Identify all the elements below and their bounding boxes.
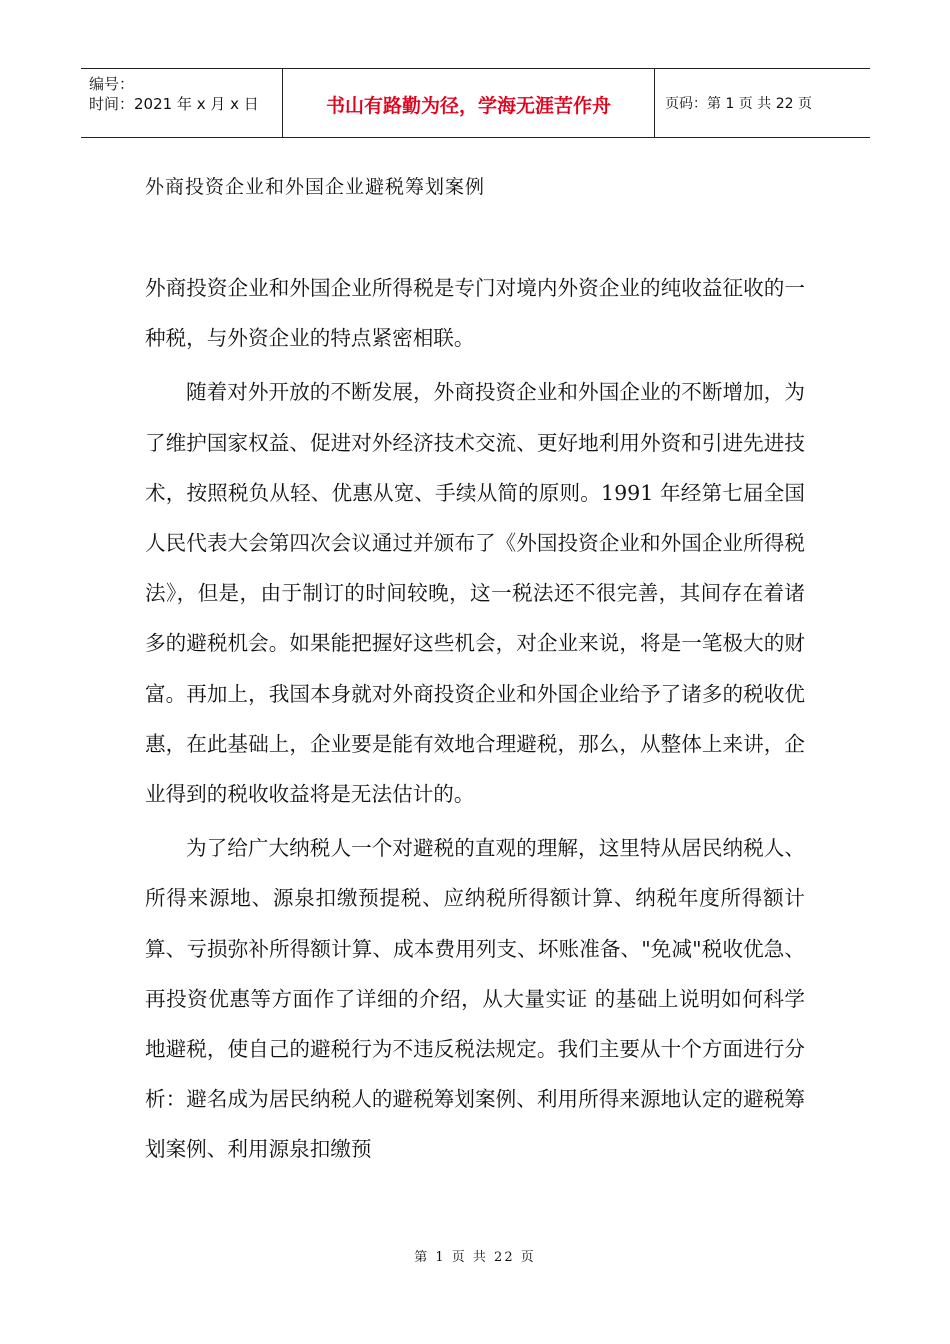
paragraph: 随着对外开放的不断发展，外商投资企业和外国企业的不断增加，为了维护国家权益、促进对外经济技术交流、更好地利用外资和引进先进技术，按照税负从轻、优惠从宽、手续从简的原则。1991 年经第七届全国人民代表大会第四次会议通过并颁布了《外国投资企业和外国企业所得税法》，但是，由于制订的时间较晚，这一税法还不很完善，其间存在着诸多的避税机会。如果能把握好这些机会，对企业来说，将是一笔极大的财富。再加上，我国本身就对外商投资企业和外国企业给予了诸多的税收优惠，在此基础上，企业要是能有效地合理避税，那么，从整体上来讲，企业得到的税收收益将是无法估计的。 — [145, 380, 805, 807]
date-label: 时间：2021 年 x 月 x 日 — [89, 95, 259, 113]
header-page-label: 页码：第 1 页 共 22 页 — [665, 96, 812, 112]
header-meta-cell — [81, 69, 283, 137]
document-title: 外商投资企业和外国企业避税筹划案例 — [145, 176, 486, 198]
document-header — [81, 68, 870, 138]
document-body — [145, 263, 805, 1175]
paragraph: 为了给广大纳税人一个对避税的直观的理解，这里特从居民纳税人、所得来源地、源泉扣缴预提税、应纳税所得额计算、纳税年度所得额计算、亏损弥补所得额计算、成本费用列支、坏账准备、"免减"税收优急、再投资优惠等方面作了详细的介绍，从大量实证 的基础上说明如何科学地避税，使自己的避税行为不违反税法规定。我们主要从十个方面进行分析：避名成为居民纳税人的避税筹划案例、利用所得来源地认定的避税筹划案例、利用源泉扣缴预 — [145, 836, 805, 1162]
paragraph: 外商投资企业和外国企业所得税是专门对境内外资企业的纯收益征收的一种税，与外资企业的特点紧密相联。 — [145, 276, 805, 351]
motto-text: 书山有路勤为径，学海无涯苦作舟 — [325, 95, 611, 117]
serial-label: 编号： — [89, 75, 135, 93]
header-page-cell — [655, 69, 870, 137]
footer-page-number: 第 1 页 共 22 页 — [414, 1250, 536, 1265]
header-motto-cell — [283, 69, 655, 137]
